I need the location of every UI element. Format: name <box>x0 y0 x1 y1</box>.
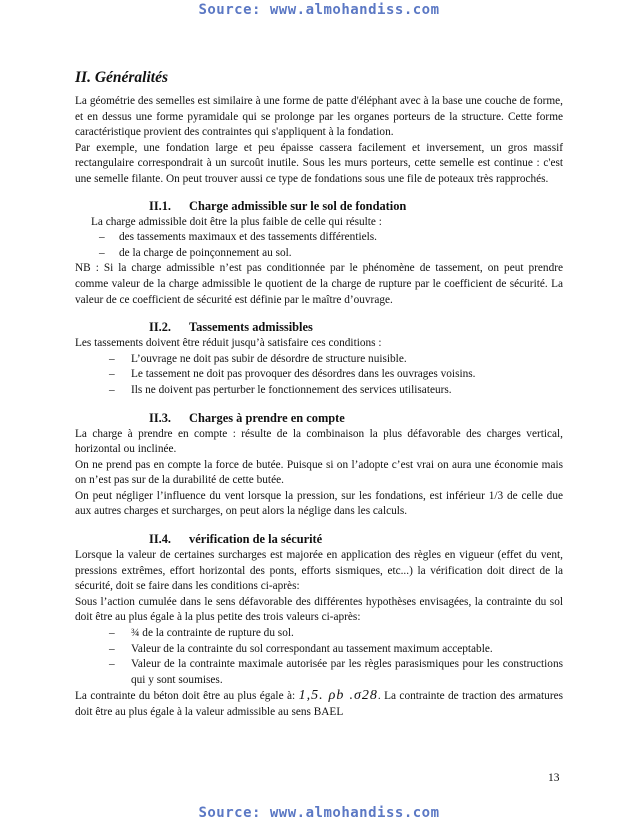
list-item: – L’ouvrage ne doit pas subir de désordre de structure nuisible. <box>109 352 407 365</box>
page-number: 13 <box>548 772 560 784</box>
list-item: – Ils ne doivent pas perturber le fonctionnement des services utilisateurs. <box>109 383 452 396</box>
bullet-list <box>75 626 563 688</box>
closing-paragraph: La contrainte du béton doit être au plus égale à: 1,5. ρb .σ28. La contrainte de traction des armatures doit être au plus égale à la valeur admissible au sens BAEL <box>75 688 564 718</box>
section-paragraph: On ne prend pas en compte la force de butée. Puisque si on l’adopte c’est vrai on aura une économie mais on n’est pas sur de la durabilité de cette butée. <box>75 458 563 487</box>
list-item: – Valeur de la contrainte du sol correspondant au tassement maximum acceptable. <box>109 642 493 655</box>
section-title: II. Généralités <box>75 69 168 86</box>
bullet-list <box>75 230 563 261</box>
list-item: – ¾ de la contrainte de rupture du sol. <box>109 627 294 640</box>
page-content <box>75 68 563 721</box>
section-paragraph: La géométrie des semelles est similaire à une forme de patte d'éléphant avec à la base une couche de forme, et en dessus une forme pyramidale qui se prolonge par les organes porteurs de la structure. Cette forme caractéristique provient des contraintes qui s'appliquent à la fondation. <box>75 95 563 139</box>
watermark-top: Source: www.almohandiss.com <box>198 2 440 18</box>
subsection-intro: Les tassements doivent être réduit jusqu’à satisfaire ces conditions : <box>75 337 382 350</box>
subsection-intro: La charge admissible doit être la plus faible de celle qui résulte : <box>91 215 382 228</box>
subsection-title: II.1. Charge admissible sur le sol de fondation <box>149 198 407 213</box>
section-paragraph: Lorsque la valeur de certaines surcharges est majorée en application des règles en vigueur (effet du vent, pressions extrêmes, effort horizontal des ponts, efforts sismiques, etc...) la vérification doit direct de la sécurité, doit se faire dans les conditions ci-après: <box>75 549 563 593</box>
subsection-title: II.2. Tassements admissibles <box>149 320 313 335</box>
section-paragraph: Sous l’action cumulée dans le sens défavorable des différentes hypothèses envisagées, la contrainte du sol doit être au plus égale à la plus petite des trois valeurs ci-après: <box>75 595 563 624</box>
list-item: – Le tassement ne doit pas provoquer des désordres dans les ouvrages voisins. <box>109 368 476 381</box>
watermark-bottom: Source: www.almohandiss.com <box>198 805 440 821</box>
list-item: – de la charge de poinçonnement au sol. <box>99 246 292 259</box>
list-item: – Valeur de la contrainte maximale autorisée par les règles parasismiques pour les constructions qui y sont soumises. <box>109 658 563 686</box>
bullet-list <box>75 352 563 399</box>
list-item: – des tassements maximaux et des tassements différentiels. <box>99 231 377 244</box>
nb-paragraph: NB : Si la charge admissible n’est pas conditionnée par le phénomène de tassement, on peut prendre comme valeur de la charge admissible le quotient de la charge de rupture par le coefficient de sécurité. La valeur de ce coefficient de sécurité est définie par le maître d’ouvrage. <box>75 262 563 306</box>
section-paragraph: On peut négliger l’influence du vent lorsque la pression, sur les fondations, est inférieur 1/3 de celle due aux autres charges et surcharges, on peut alors la néglige dans les calculs. <box>75 489 563 518</box>
subsection-title: II.4. vérification de la sécurité <box>149 532 323 547</box>
formula: 1,5. ρb .σ28 <box>298 688 378 704</box>
section-paragraph: La charge à prendre en compte : résulte de la combinaison la plus défavorable des charges vertical, horizontal ou inclinée. <box>75 427 563 456</box>
section-paragraph: Par exemple, une fondation large et peu épaisse cassera facilement et inversement, un gros massif rectangulaire correspondrait à un surcoût inutile. Sous les murs porteurs, cette semelle est continue : c'est une semelle filante. On peut trouver aussi ce type de fondations sous une file de poteaux très rapprochés. <box>75 141 563 185</box>
subsection-title: II.3. Charges à prendre en compte <box>149 410 345 425</box>
